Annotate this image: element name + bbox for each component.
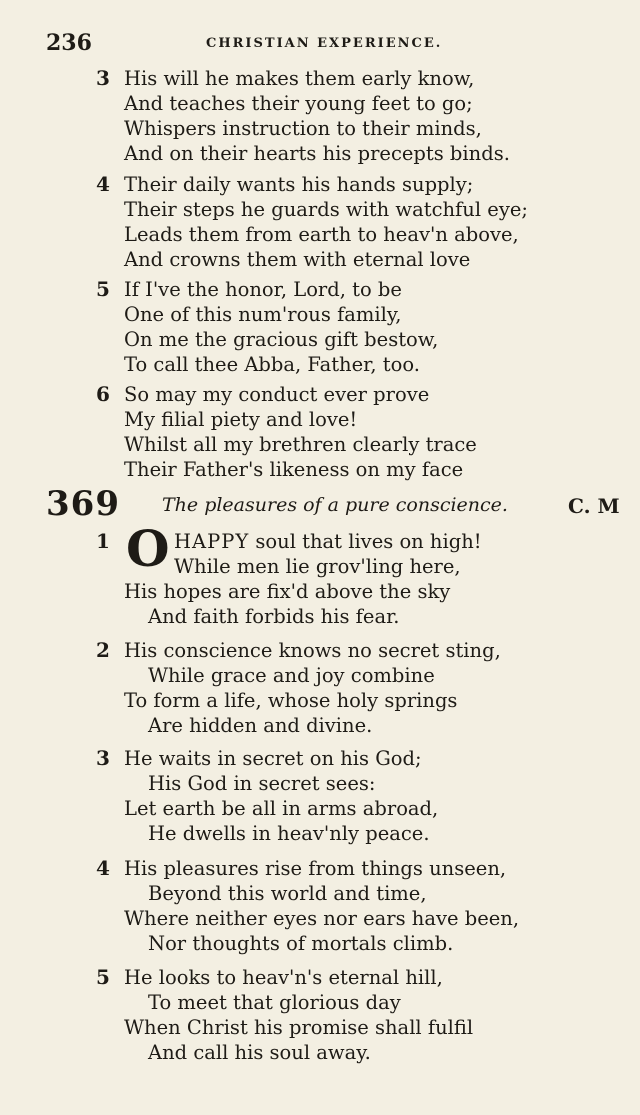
verse-line: Whispers instruction to their minds,: [124, 117, 482, 140]
verse-line: Are hidden and divine.: [148, 714, 373, 737]
verse-line: Nor thoughts of mortals climb.: [148, 932, 454, 955]
page-number: 236: [46, 30, 92, 56]
stanza-number: 5: [96, 965, 110, 989]
verse-line: Their Father's likeness on my face: [124, 458, 464, 481]
verse-line: While grace and joy combine: [148, 664, 435, 687]
verse-line: So may my conduct ever prove: [124, 383, 430, 406]
first-line-rest: soul that lives on high!: [255, 530, 482, 553]
verse-line: His pleasures rise from things unseen,: [124, 857, 507, 880]
verse-line: And teaches their young feet to go;: [124, 92, 473, 115]
stanza-number: 4: [96, 172, 110, 196]
verse-line: Beyond this world and time,: [148, 882, 427, 905]
verse-line: One of this num'rous family,: [124, 303, 402, 326]
hymn-title: The pleasures of a pure conscience.: [162, 494, 508, 516]
verse-line: On me the gracious gift bestow,: [124, 328, 439, 351]
verse-line: To form a life, whose holy springs: [124, 689, 458, 712]
drop-cap: O: [126, 519, 170, 578]
verse-line: His God in secret sees:: [148, 772, 376, 795]
stanza-number: 3: [96, 746, 110, 770]
verse-line: Let earth be all in arms abroad,: [124, 797, 439, 820]
stanza-number: 1: [96, 529, 110, 553]
verse-line: And faith forbids his fear.: [148, 605, 400, 628]
verse-line: While men lie grov'ling here,: [174, 555, 461, 578]
stanza-number: 2: [96, 638, 110, 662]
verse-line: His will he makes them early know,: [124, 67, 475, 90]
verse-line: And crowns them with eternal love: [124, 248, 471, 271]
verse-line: He dwells in heav'nly peace.: [148, 822, 430, 845]
verse-line: When Christ his promise shall fulfil: [124, 1016, 474, 1039]
stanza-number: 4: [96, 856, 110, 880]
verse-line: His hopes are fix'd above the sky: [124, 580, 451, 603]
verse-line: Their steps he guards with watchful eye;: [124, 198, 528, 221]
verse-line: To meet that glorious day: [148, 991, 401, 1014]
verse-line: He looks to heav'n's eternal hill,: [124, 966, 443, 989]
verse-line-first: [174, 529, 482, 554]
verse-line: If I've the honor, Lord, to be: [124, 278, 402, 301]
verse-line: Where neither eyes nor ears have been,: [124, 907, 520, 930]
verse-line: Leads them from earth to heav'n above,: [124, 223, 519, 246]
verse-line: Whilst all my brethren clearly trace: [124, 433, 477, 456]
stanza-number: 3: [96, 66, 110, 90]
first-word: HAPPY: [174, 530, 250, 553]
stanza-number: 6: [96, 382, 110, 406]
running-head: CHRISTIAN EXPERIENCE.: [206, 36, 443, 51]
page-header: [46, 30, 606, 56]
hymn-meter: C. M: [568, 494, 620, 518]
verse-line: My filial piety and love!: [124, 408, 358, 431]
verse-line: And on their hearts his precepts binds.: [124, 142, 510, 165]
verse-line: And call his soul away.: [148, 1041, 371, 1064]
hymn-number: 369: [46, 484, 120, 524]
verse-line: To call thee Abba, Father, too.: [124, 353, 420, 376]
verse-line: His conscience knows no secret sting,: [124, 639, 501, 662]
verse-line: Their daily wants his hands supply;: [124, 173, 474, 196]
verse-line: He waits in secret on his God;: [124, 747, 422, 770]
stanza-number: 5: [96, 277, 110, 301]
